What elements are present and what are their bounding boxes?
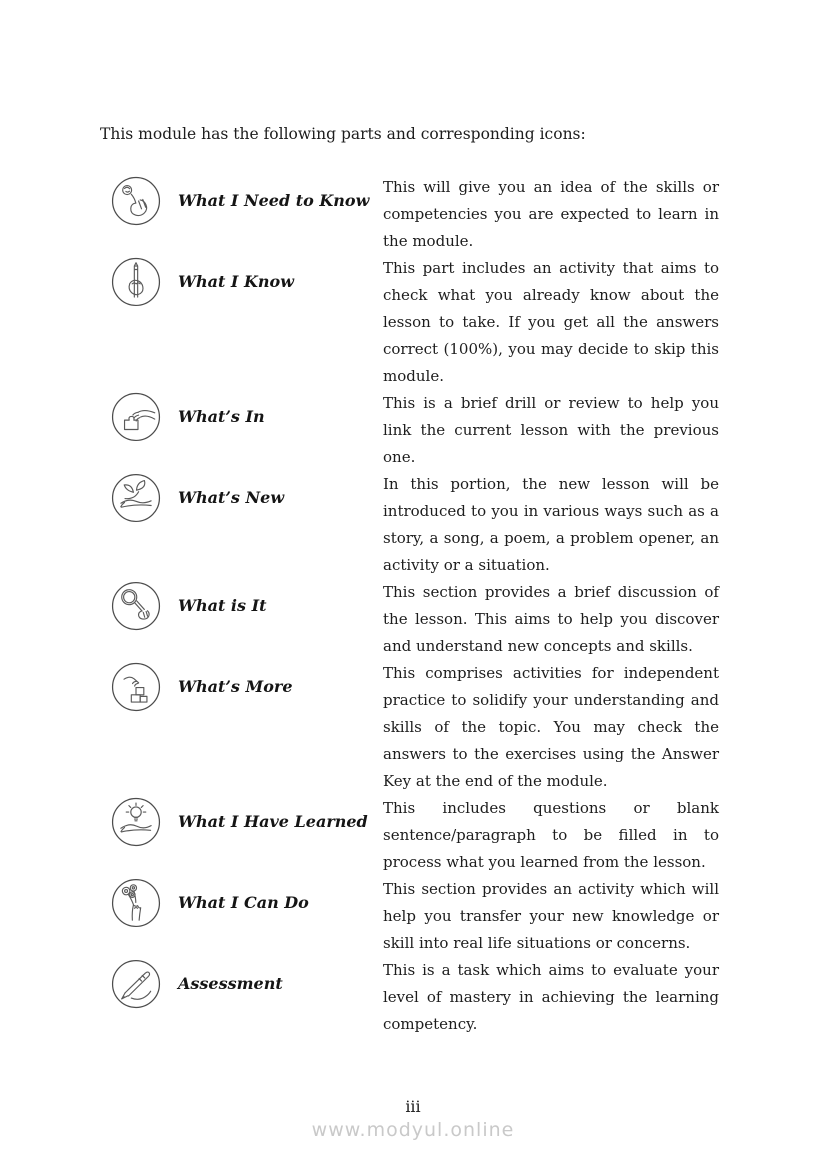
page-number: iii: [405, 1097, 421, 1116]
module-part-label: What’s New: [178, 488, 285, 507]
module-part-row-what-is-it: [111, 579, 719, 660]
module-part-row-what-i-need-to-know: [111, 174, 719, 255]
module-part-description: This is a brief drill or review to help you link the current lesson with the previous one.: [383, 394, 719, 466]
module-part-description: This part includes an activity that aims to check what you already know about the lesson to take. If you get all the answers correct (100%), you may decide to skip this module.: [383, 259, 719, 385]
module-parts-table: [111, 174, 719, 1038]
module-part-label: What’s In: [178, 407, 265, 426]
hand-with-block-icon: [111, 392, 163, 442]
module-part-label: What I Can Do: [178, 893, 309, 912]
hand-stacking-blocks-icon: [111, 662, 163, 712]
module-part-row-assessment: [111, 957, 719, 1038]
hand-with-lightbulb-icon: [111, 797, 163, 847]
module-part-label: What’s More: [178, 677, 293, 696]
module-part-label: Assessment: [178, 974, 283, 993]
writing-hand-icon: [111, 959, 163, 1009]
module-part-description: This will give you an idea of the skills or competencies you are expected to learn in the module.: [383, 178, 719, 250]
hand-with-magnifier-icon: [111, 581, 163, 631]
hand-holding-pencil-icon: [111, 257, 163, 307]
module-part-label: What I Know: [178, 272, 294, 291]
hand-touching-target-icon: [111, 176, 163, 226]
module-part-description: This section provides a brief discussion of the lesson. This aims to help you discover and understand new concepts and skills.: [383, 583, 719, 655]
hand-with-leaves-icon: [111, 473, 163, 523]
module-part-row-whats-in: [111, 390, 719, 471]
module-part-row-what-i-have-learned: [111, 795, 719, 876]
module-part-description: This includes questions or blank sentence/paragraph to be filled in to process what you learned from the lesson.: [383, 799, 719, 871]
module-part-description: This comprises activities for independent practice to solidify your understanding and skills of the topic. You may check the answers to the exercises using the Answer Key at the end of the module.: [383, 664, 719, 790]
watermark-text: www.modyul.online: [311, 1119, 515, 1141]
module-part-row-what-i-know: [111, 255, 719, 390]
module-part-row-what-i-can-do: [111, 876, 719, 957]
module-part-description: In this portion, the new lesson will be introduced to you in various ways such as a story, a song, a poem, a problem opener, an activity or a situation.: [383, 475, 719, 574]
module-part-label: What I Have Learned: [178, 812, 368, 831]
module-part-description: This is a task which aims to evaluate your level of mastery in achieving the learning competency.: [383, 961, 719, 1033]
module-part-description: This section provides an activity which will help you transfer your new knowledge or skill into real life situations or concerns.: [383, 880, 719, 952]
module-part-row-whats-more: [111, 660, 719, 795]
module-part-row-whats-new: [111, 471, 719, 579]
intro-text: This module has the following parts and corresponding icons:: [100, 125, 586, 143]
hand-holding-flowers-icon: [111, 878, 163, 928]
module-part-label: What I Need to Know: [178, 191, 370, 210]
module-part-label: What is It: [178, 596, 267, 615]
